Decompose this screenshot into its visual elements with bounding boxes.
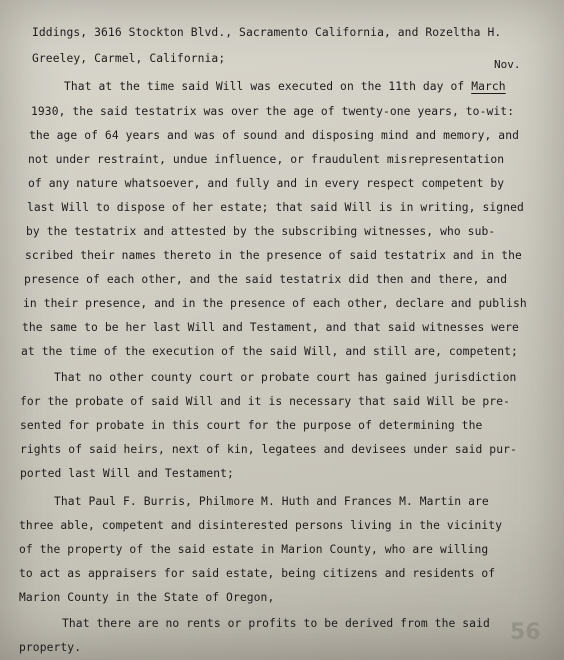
text-line: property.: [19, 641, 82, 654]
text-line: Iddings, 3616 Stockton Blvd., Sacramento California, and Rozeltha H.: [32, 26, 502, 39]
text-line: the same to be her last Will and Testament, and that said witnesses were: [22, 321, 519, 334]
text-line: by the testatrix and attested by the subscribing witnesses, who sub-: [26, 225, 496, 238]
text-line: Marion County in the State of Oregon,: [19, 591, 275, 604]
text-line: That Paul F. Burris, Philmore M. Huth and Frances M. Martin are: [54, 495, 489, 508]
text-line: three able, competent and disinterested persons living in the vicinity: [19, 519, 503, 532]
page-number: 56: [510, 620, 541, 645]
text-line: That no other county court or probate court has gained jurisdiction: [54, 371, 517, 384]
text-line: sented for probate in this court for the purpose of determining the: [20, 419, 483, 432]
text-line: in their presence, and in the presence of each other, declare and publish: [23, 297, 527, 310]
text-line: of any nature whatsoever, and fully and in every respect competent by: [28, 177, 505, 190]
text-line: not under restraint, undue influence, or fraudulent misrepresentation: [28, 153, 505, 166]
underlined-date: March: [471, 80, 506, 93]
text-line: last Will to dispose of her estate; that said Will is in writing, signed: [27, 201, 524, 214]
text-line: 1930, the said testatrix was over the age of twenty-one years, to-wit:: [31, 105, 515, 118]
text-line: of the property of the said estate in Marion County, who are willing: [19, 543, 489, 556]
text-line: Greeley, Carmel, California;: [32, 52, 226, 65]
text-line: to act as appraisers for said estate, being citizens and residents of: [19, 567, 496, 580]
text-line: [64, 80, 506, 94]
text-line-body: That at the time said Will was executed on the 11th day of: [64, 80, 465, 93]
text-line: scribed their names thereto in the presence of said testatrix and in the: [25, 249, 522, 262]
text-line: ported last Will and Testament;: [20, 467, 234, 480]
text-line: rights of said heirs, next of kin, legatees and devisees under said pur-: [20, 443, 517, 456]
interlineated-month: Nov.: [494, 58, 521, 71]
text-line: presence of each other, and the said testatrix did then and there, and: [24, 273, 508, 286]
text-line: at the time of the execution of the said Will, and still are, competent;: [21, 345, 518, 358]
text-line: That there are no rents or profits to be derived from the said: [62, 617, 490, 630]
text-line: the age of 64 years and was of sound and disposing mind and memory, and: [29, 129, 519, 142]
text-line: for the probate of said Will and it is necessary that said Will be pre-: [20, 395, 510, 408]
